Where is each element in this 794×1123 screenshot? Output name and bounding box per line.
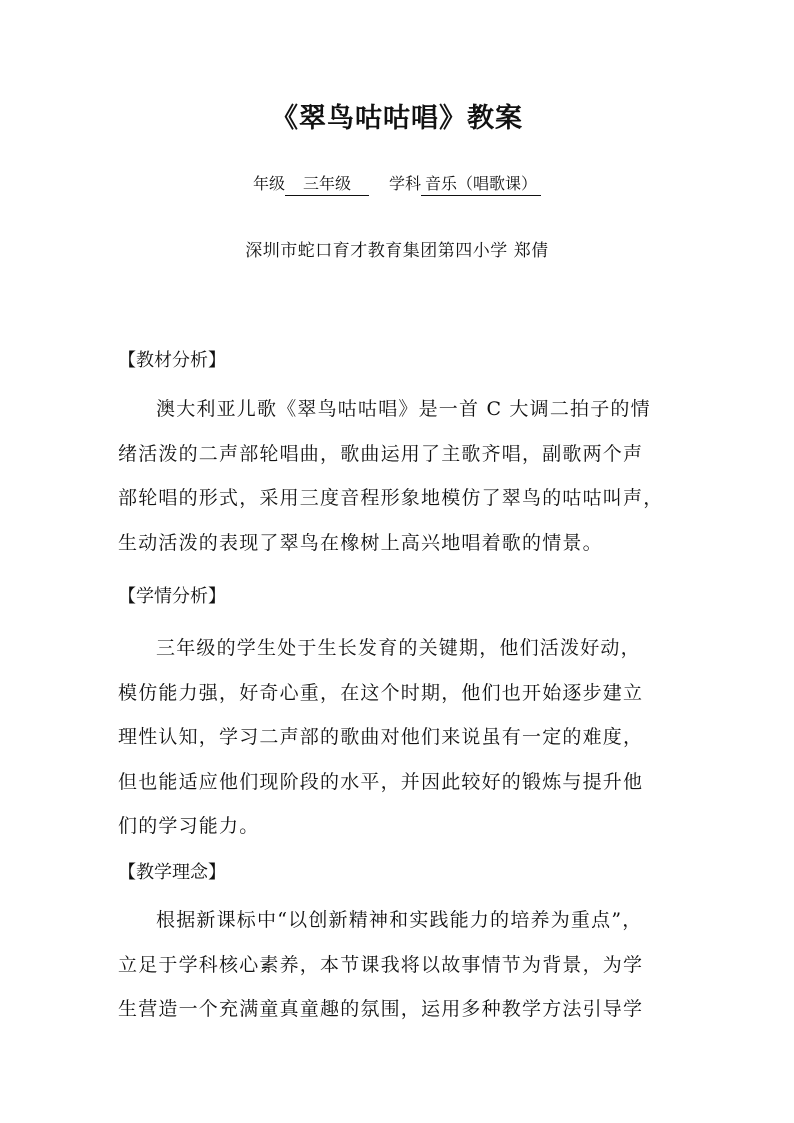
grade-value: 三年级 bbox=[285, 171, 369, 196]
paragraph-line: 部轮唱的形式，采用三度音程形象地模仿了翠鸟的咕咕叫声， bbox=[118, 487, 664, 509]
paragraph-line: 模仿能力强，好奇心重，在这个时期，他们也开始逐步建立 bbox=[118, 681, 644, 704]
meta-line bbox=[0, 171, 794, 196]
section-heading-textbook-analysis: 【教材分析】 bbox=[118, 350, 226, 371]
document-title: 《翠鸟咕咕唱》教案 bbox=[271, 103, 523, 134]
paragraph-line: 但也能适应他们现阶段的水平，并因此较好的锻炼与提升他 bbox=[118, 770, 644, 793]
section-heading-student-analysis: 【学情分析】 bbox=[118, 586, 226, 607]
paragraph-line: 三年级的学生处于生长发育的关键期，他们活泼好动， bbox=[156, 637, 641, 659]
section-heading-teaching-philosophy: 【教学理念】 bbox=[118, 862, 226, 883]
section-body-student-analysis bbox=[118, 626, 690, 849]
author-line: 深圳市蛇口育才教育集团第四小学 郑倩 bbox=[245, 241, 549, 261]
subject-value: 音乐（唱歌课） bbox=[421, 171, 541, 196]
paragraph-line: 生动活泼的表现了翠鸟在橡树上高兴地唱着歌的情景。 bbox=[118, 531, 603, 554]
subject-label: 学科 bbox=[389, 174, 422, 193]
grade-label: 年级 bbox=[252, 174, 285, 193]
paragraph-line: 根据新课标中“以创新精神和实践能力的培养为重点”， bbox=[156, 909, 643, 931]
paragraph-line: 生营造一个充满童真童趣的氛围，运用多种教学方法引导学 bbox=[118, 998, 644, 1020]
paragraph-line: 们的学习能力。 bbox=[118, 815, 260, 837]
section-body-textbook-analysis bbox=[118, 387, 690, 565]
paragraph-line: 立足于学科核心素养，本节课我将以故事情节为背景，为学 bbox=[118, 953, 644, 976]
paragraph-line: 澳大利亚儿歌《翠鸟咕咕唱》是一首 C 大调二拍子的情 bbox=[156, 398, 651, 420]
section-body-teaching-philosophy bbox=[118, 898, 690, 1032]
paragraph-line: 理性认知，学习二声部的歌曲对他们来说虽有一定的难度， bbox=[118, 726, 644, 748]
paragraph-line: 绪活泼的二声部轮唱曲，歌曲运用了主歌齐唱，副歌两个声 bbox=[118, 442, 644, 465]
